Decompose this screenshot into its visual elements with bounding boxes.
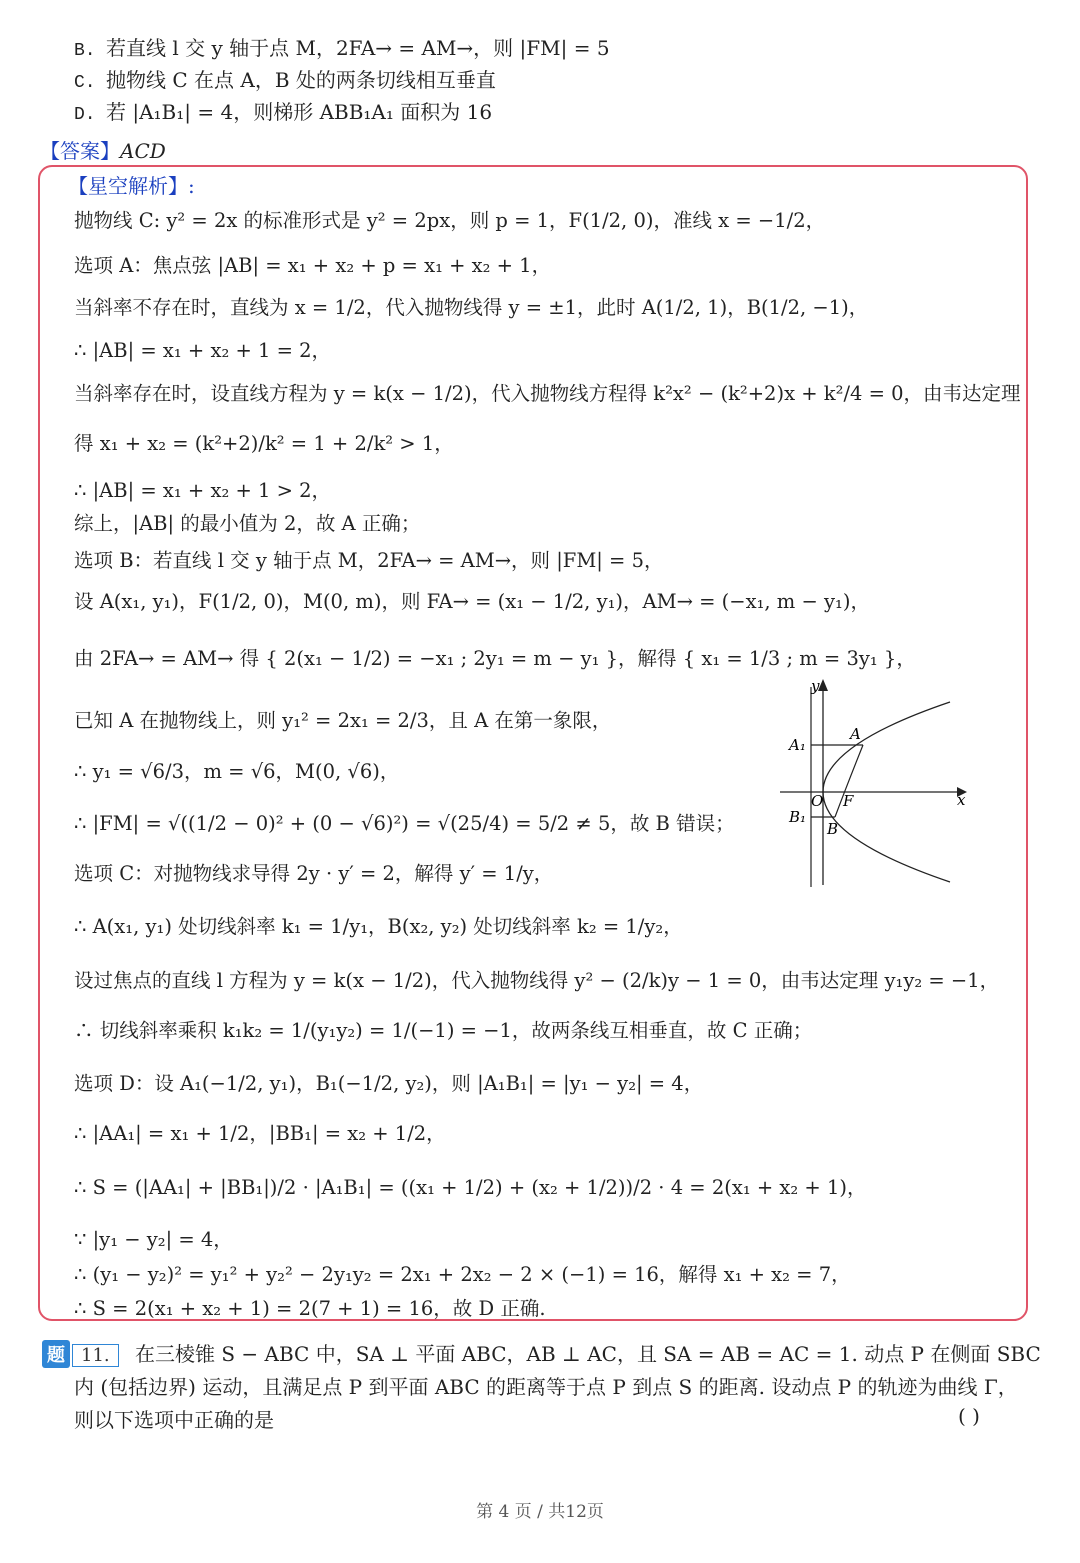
solution-line: ∴ S = 2(x₁ + x₂ + 1) = 2(7 + 1) = 16，故 D 正确.	[74, 1297, 546, 1320]
solution-line: 设 A(x₁, y₁)，F(1/2, 0)，M(0, m)，则 FA→ = (x₁ − 1/2, y₁)，AM→ = (−x₁, m − y₁)，	[74, 590, 870, 613]
solution-line: 设过焦点的直线 l 方程为 y = k(x − 1/2)，代入抛物线得 y² − (2/k)y − 1 = 0，由韦达定理 y₁y₂ = −1，	[74, 969, 1000, 992]
solution-line: ∴ A(x₁, y₁) 处切线斜率 k₁ = 1/y₁，B(x₂, y₂) 处切线斜率 k₂ = 1/y₂，	[74, 915, 683, 938]
option-letter: B.	[74, 41, 96, 61]
question-line-2: 内 (包括边界) 运动，且满足点 P 到平面 ABC 的距离等于点 P 到点 S 的距离. 设动点 P 的轨迹为曲线 Γ，	[74, 1375, 1018, 1399]
solution-line: ∵ |y₁ − y₂| = 4，	[74, 1228, 233, 1251]
option-c	[74, 64, 496, 93]
answer-bracket[interactable]: ( )	[958, 1404, 980, 1428]
solution-line: ∴ (y₁ − y₂)² = y₁² + y₂² − 2y₁y₂ = 2x₁ + 2x₂ − 2 × (−1) = 16，解得 x₁ + x₂ = 7，	[74, 1263, 851, 1286]
option-b	[74, 32, 610, 61]
solution-line: 选项 A：焦点弦 |AB| = x₁ + x₂ + p = x₁ + x₂ + 1，	[74, 254, 552, 277]
label-o: O	[811, 792, 824, 810]
page-footer: 第 4 页 / 共12页	[476, 1502, 604, 1522]
solution-line: 综上，|AB| 的最小值为 2，故 A 正确；	[74, 512, 421, 535]
solution-line: ∴ |AA₁| = x₁ + 1/2，|BB₁| = x₂ + 1/2，	[74, 1122, 446, 1145]
question-11	[42, 1338, 1041, 1368]
option-d	[74, 96, 492, 125]
label-b1: B₁	[789, 808, 807, 826]
label-b: B	[827, 820, 839, 838]
option-letter: D.	[74, 105, 96, 125]
solution-line: ∴ |AB| = x₁ + x₂ + 1 > 2，	[74, 479, 332, 502]
option-letter: C.	[74, 73, 96, 93]
solution-line: 当斜率不存在时，直线为 x = 1/2，代入抛物线得 y = ±1，此时 A(1/2, 1)，B(1/2, −1)，	[74, 296, 869, 319]
parabola-figure	[775, 675, 975, 890]
solution-line: ∴ y₁ = √6/3，m = √6，M(0, √6)，	[74, 760, 400, 783]
solution-line: ∴ 切线斜率乘积 k₁k₂ = 1/(y₁y₂) = 1/(−1) = −1，故两条线互相垂直，故 C 正确；	[74, 1019, 813, 1042]
solution-line: 抛物线 C: y² = 2x 的标准形式是 y² = 2px，则 p = 1，F(1/2, 0)，准线 x = −1/2，	[74, 209, 826, 232]
solution-line: 选项 B：若直线 l 交 y 轴于点 M，2FA→ = AM→，则 |FM| = 5，	[74, 549, 664, 572]
option-text: 若 |A₁B₁| = 4，则梯形 ABB₁A₁ 面积为 16	[106, 100, 493, 124]
answer	[40, 135, 166, 164]
y-axis-arrow	[818, 679, 828, 691]
label-y: y	[811, 677, 820, 695]
solution-line: ∴ S = (|AA₁| + |BB₁|)/2 · |A₁B₁| = ((x₁ + 1/2) + (x₂ + 1/2))/2 · 4 = 2(x₁ + x₂ + 1)，	[74, 1176, 867, 1199]
question-line-1: 在三棱锥 S − ABC 中，SA ⊥ 平面 ABC，AB ⊥ AC，且 SA = AB = AC = 1. 动点 P 在侧面 SBC	[135, 1342, 1041, 1366]
solution-line: 选项 C：对抛物线求导得 2y · y′ = 2，解得 y′ = 1/y，	[74, 862, 554, 885]
solution-line: 得 x₁ + x₂ = (k²+2)/k² = 1 + 2/k² > 1，	[74, 432, 454, 455]
option-text: 抛物线 C 在点 A，B 处的两条切线相互垂直	[106, 68, 496, 92]
answer-value: ACD	[120, 139, 166, 163]
solution-line: ∴ |FM| = √((1/2 − 0)² + (0 − √6)²) = √(25/4) = 5/2 ≠ 5，故 B 错误；	[74, 812, 735, 835]
solution-line: 选项 D：设 A₁(−1/2, y₁)，B₁(−1/2, y₂)，则 |A₁B₁| = |y₁ − y₂| = 4，	[74, 1072, 704, 1095]
solution-line: 由 2FA→ = AM→ 得 { 2(x₁ − 1/2) = −x₁ ; 2y₁ = m − y₁ }，解得 { x₁ = 1/3 ; m = 3y₁ }，	[74, 647, 916, 670]
label-a: A	[850, 725, 861, 743]
solution-line: 已知 A 在抛物线上，则 y₁² = 2x₁ = 2/3，且 A 在第一象限，	[74, 709, 612, 732]
question-number: 11.	[72, 1344, 119, 1367]
answer-label: 【答案】	[40, 139, 120, 163]
label-x: x	[957, 791, 966, 809]
option-text: 若直线 l 交 y 轴于点 M，2FA→ = AM→，则 |FM| = 5	[106, 36, 610, 60]
solution-line: ∴ |AB| = x₁ + x₂ + 1 = 2，	[74, 339, 332, 362]
label-f: F	[843, 792, 854, 810]
solution-line: 当斜率存在时，设直线方程为 y = k(x − 1/2)，代入抛物线方程得 k²x² − (k²+2)x + k²/4 = 0，由韦达定理	[74, 382, 1021, 405]
question-badge: 题	[42, 1340, 70, 1368]
question-line-3: 则以下选项中正确的是	[74, 1408, 274, 1432]
solution-label: 【星空解析】:	[68, 174, 195, 198]
label-a1: A₁	[789, 736, 806, 754]
